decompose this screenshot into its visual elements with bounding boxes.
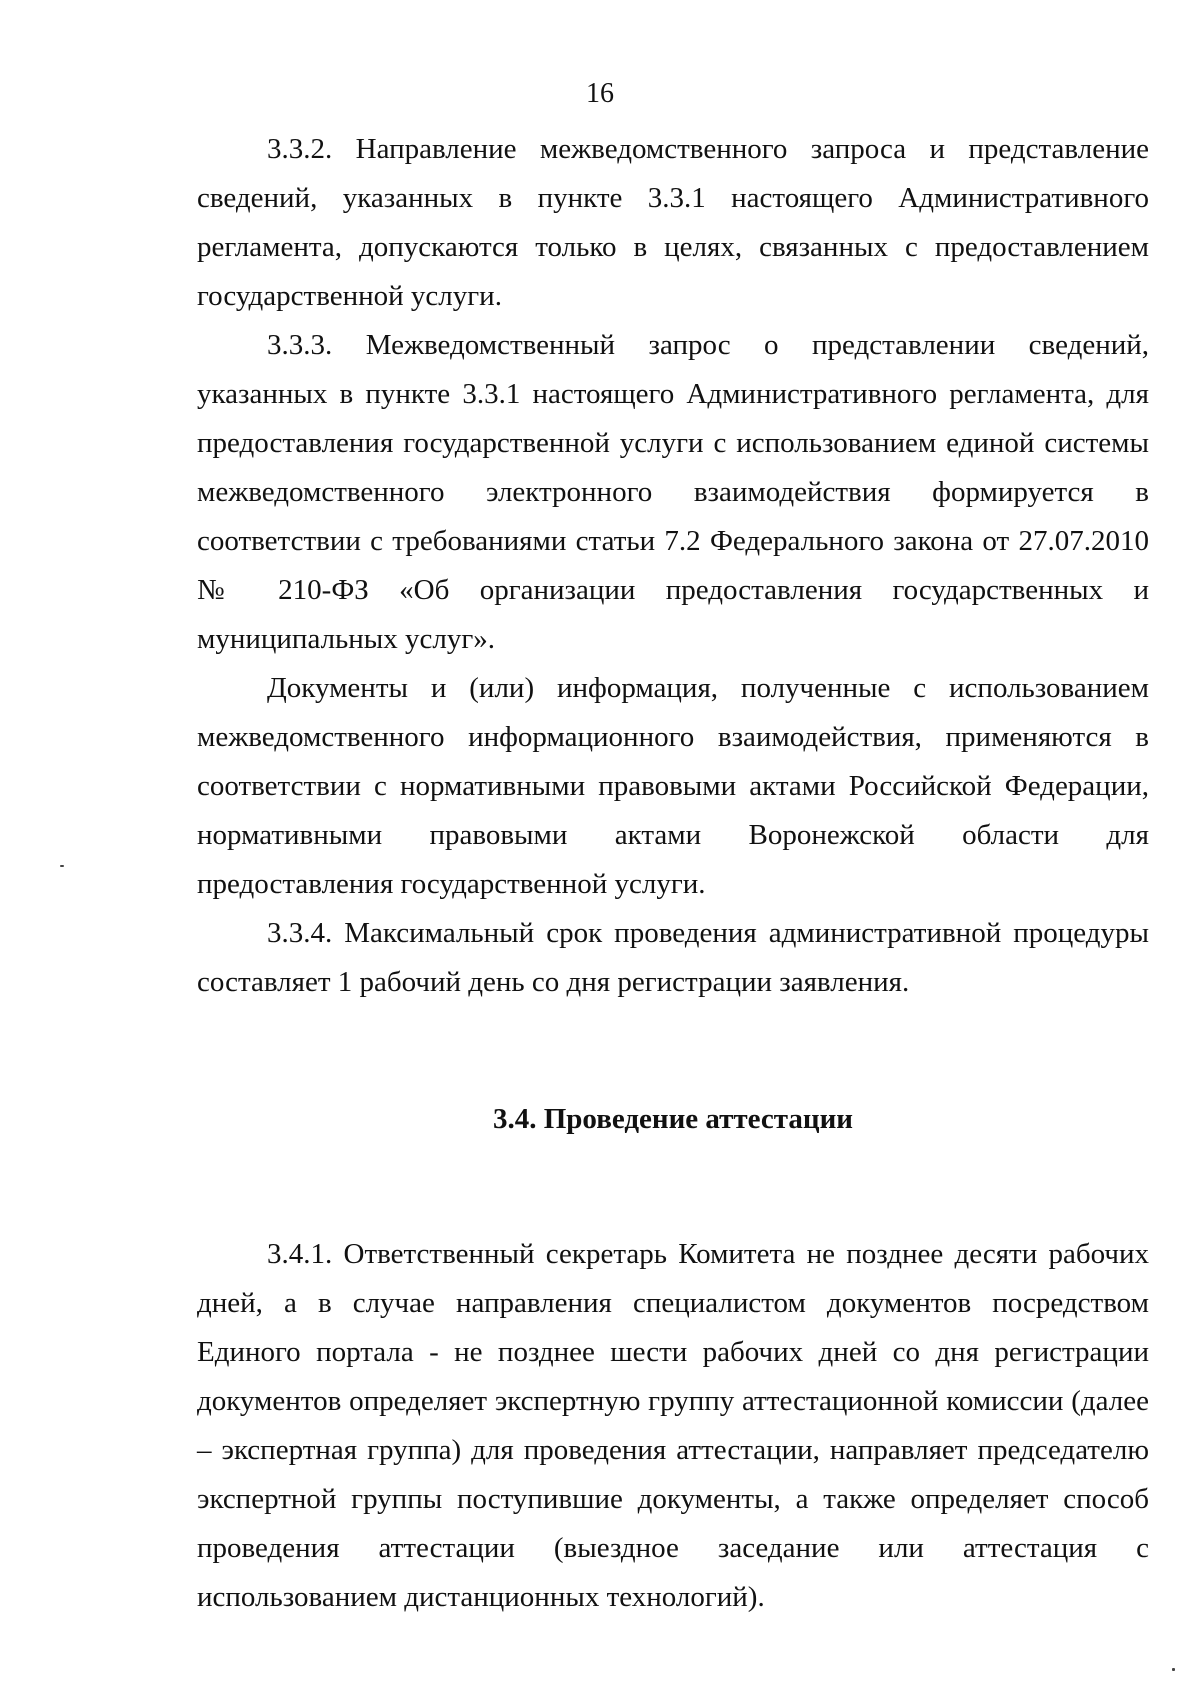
- page-number: 16: [586, 78, 614, 109]
- paragraph-3-3-3: 3.3.3. Межведомственный запрос о представлении сведений, указанных в пункте 3.3.1 настоящего Административного регламента, для предоставления государственной услуги с использованием единой системы межведомственного электронного взаимодействия формируется в соответствии с требованиями статьи 7.2 Федерального закона от 27.07.2010 № 210-ФЗ «Об организации предоставления государственных и муниципальных услуг».: [197, 329, 1149, 655]
- section-heading-3-4: 3.4. Проведение аттестации: [492, 1103, 853, 1135]
- paragraph-3-3-2: 3.3.2. Направление межведомственного запроса и представление сведений, указанных в пункте 3.3.1 настоящего Административного регламента, допускаются только в целях, связанных с предоставлением государственной услуги.: [197, 133, 1149, 312]
- document-body: [197, 125, 1149, 1622]
- paragraph-3-4-1: 3.4.1. Ответственный секретарь Комитета не позднее десяти рабочих дней, а в случае направления специалистом документов посредством Единого портала - не позднее шести рабочих дней со дня регистрации документов определяет экспертную группу аттестационной комиссии (далее – экспертная группа) для проведения аттестации, направляет председателю экспертной группы поступившие документы, а также определяет способ проведения аттестации (выездное заседание или аттестация с использованием дистанционных технологий).: [197, 1238, 1149, 1613]
- paragraph-3-3-4: 3.3.4. Максимальный срок проведения административной процедуры составляет 1 рабочий день со дня регистрации заявления.: [197, 917, 1149, 998]
- scan-speck: [60, 865, 64, 867]
- scan-speck: [1172, 1668, 1175, 1671]
- paragraph-documents: Документы и (или) информация, полученные с использованием межведомственного информационного взаимодействия, применяются в соответствии с нормативными правовыми актами Российской Федерации, нормативными правовыми актами Воронежской области для предоставления государственной услуги.: [197, 672, 1149, 900]
